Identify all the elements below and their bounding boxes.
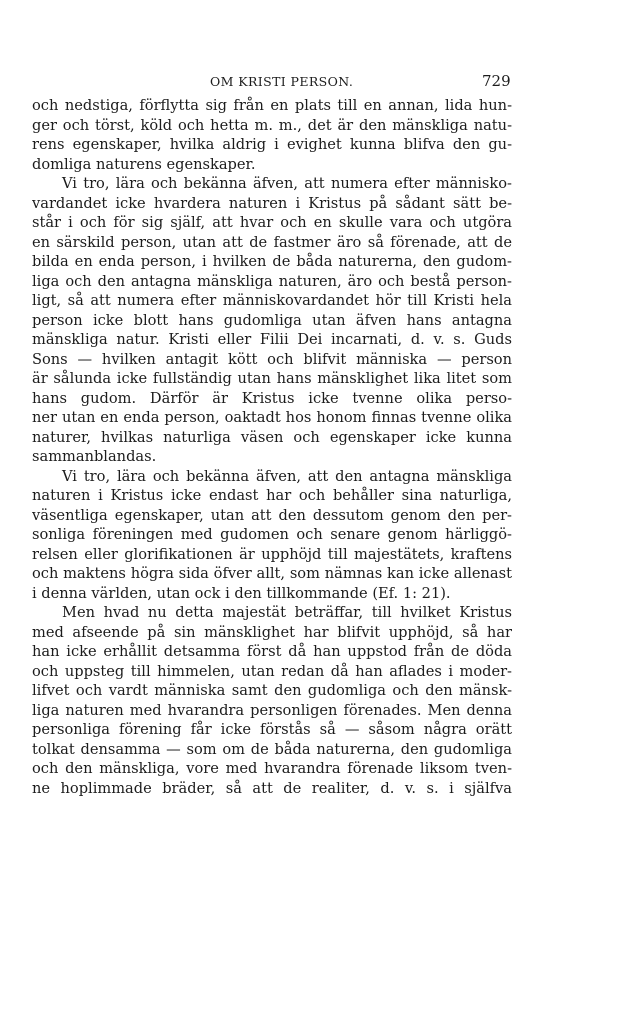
text-line: ne hoplimmade bräder, så att de realiter, d. v. s. i själfva	[32, 779, 512, 797]
text-line: väsentliga egenskaper, utan att den dessutom genom den per-	[32, 506, 512, 524]
text-line: och nedstiga, förflytta sig från en plats till en annan, lida hun-	[32, 97, 512, 114]
text-line: Sons — hvilken antagit kött och blifvit människa — person	[32, 350, 512, 368]
text-line: och maktens högra sida öfver allt, som nämnas kan icke allenast	[32, 565, 512, 582]
text-line: domliga naturens egenskaper.	[32, 155, 256, 173]
text-line: tolkat densamma — som om de båda naturerna, den gudomliga	[32, 740, 512, 758]
text-line: rens egenskaper, hvilka aldrig i evighet kunna blifva den gu-	[32, 136, 512, 153]
running-head	[0, 72, 624, 92]
running-title: OM KRISTI PERSON.	[210, 74, 354, 89]
text-line: bilda en enda person, i hvilken de båda naturerna, den gudom-	[32, 253, 512, 270]
text-line: med afseende på sin mänsklighet har blifvit upphöjd, så har	[32, 623, 512, 641]
text-line: liga och den antagna mänskliga naturen, äro och bestå person-	[32, 272, 512, 290]
text-line: sammanblandas.	[32, 448, 157, 465]
text-line: en särskild person, utan att de fastmer äro så förenade, att de	[32, 233, 512, 251]
text-line: relsen eller glorifikationen är upphöjd till majestätets, kraftens	[32, 545, 512, 563]
text-line: ger och törst, köld och hetta m. m., det är den mänskliga natu-	[32, 116, 512, 134]
text-line: hans gudom. Därför är Kristus icke tvenne olika perso-	[32, 389, 512, 407]
text-line: naturen i Kristus icke endast har och behåller sina naturliga,	[32, 487, 512, 504]
text-line: Men hvad nu detta majestät beträffar, till hvilket Kristus	[62, 604, 512, 621]
text-line: och den mänskliga, vore med hvarandra förenade liksom tven-	[32, 760, 512, 777]
text-line: vardandet icke hvardera naturen i Kristus på sådant sätt be-	[32, 194, 512, 212]
body-text	[32, 96, 512, 798]
text-line: han icke erhållit detsamma först då han uppstod från de döda	[32, 643, 512, 660]
text-line: Vi tro, lära och bekänna äfven, att numera efter människo-	[62, 175, 512, 192]
text-line: i denna världen, utan ock i den tillkommande (Ef. 1: 21).	[32, 584, 451, 602]
text-line: person icke blott hans gudomliga utan äfven hans antagna	[32, 311, 512, 329]
text-line: lifvet och vardt människa samt den gudomliga och den mänsk-	[32, 682, 512, 699]
text-line: sonliga föreningen med gudomen och senare genom härliggö-	[32, 526, 512, 543]
text-line: och uppsteg till himmelen, utan redan då han aflades i moder-	[32, 662, 512, 680]
text-line: naturer, hvilkas naturliga väsen och egenskaper icke kunna	[32, 428, 512, 446]
text-line: Vi tro, lära och bekänna äfven, att den antagna mänskliga	[62, 467, 512, 485]
text-line: står i och för sig själf, att hvar och en skulle vara och utgöra	[32, 214, 512, 231]
text-line: liga naturen med hvarandra personligen förenades. Men denna	[32, 701, 512, 719]
text-line: är sålunda icke fullständig utan hans mänsklighet lika litet som	[32, 370, 512, 387]
text-line: mänskliga natur. Kristi eller Filii Dei incarnati, d. v. s. Guds	[32, 331, 512, 348]
page-number: 729	[482, 72, 511, 90]
text-line: ner utan en enda person, oaktadt hos honom finnas tvenne olika	[32, 409, 512, 426]
text-line: ligt, så att numera efter människovardandet hör till Kristi hela	[32, 292, 512, 309]
text-line: personliga förening får icke förstås så — såsom några orätt	[32, 721, 512, 738]
